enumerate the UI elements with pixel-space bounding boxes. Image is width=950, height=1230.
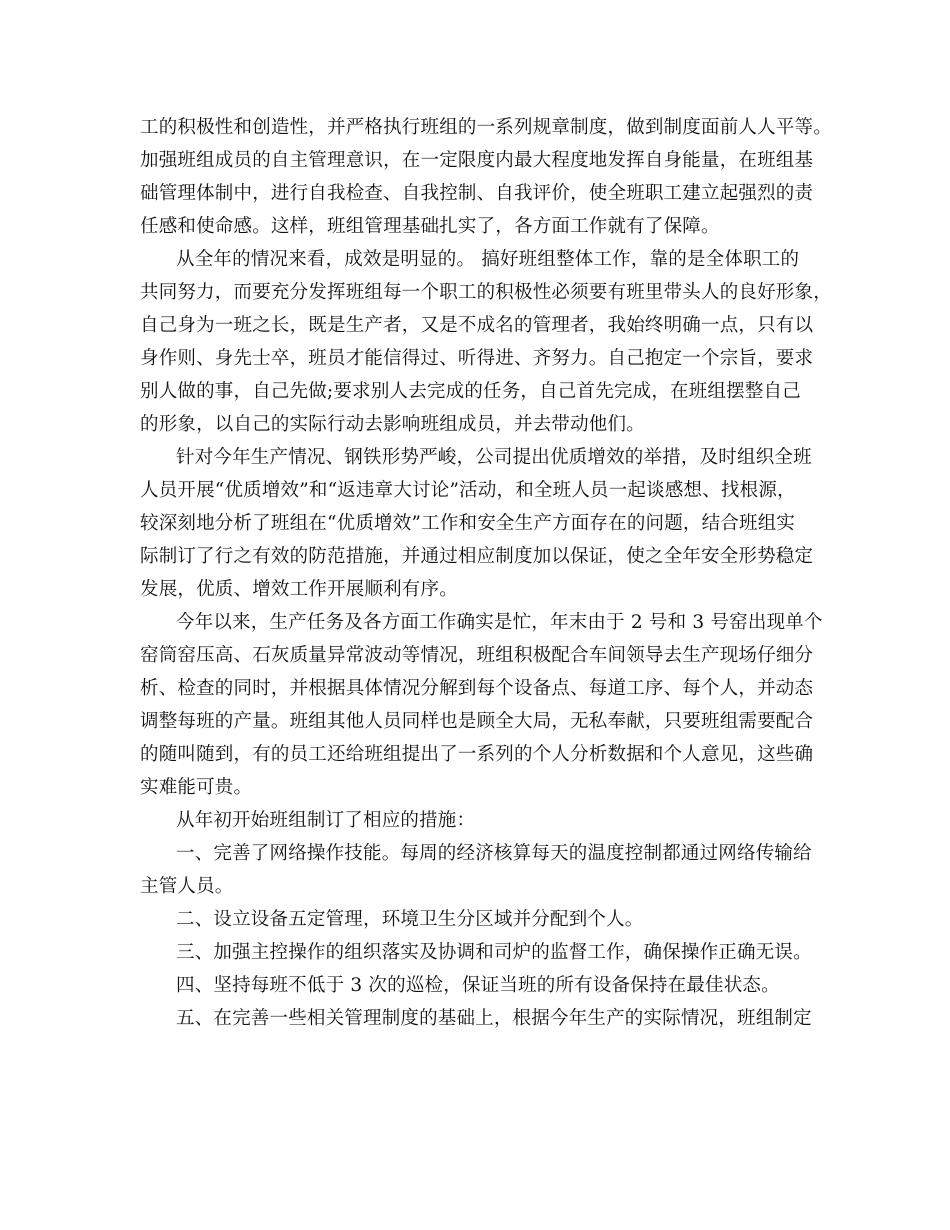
- text-line: 主管人员。: [140, 876, 234, 897]
- text-line: 人员开展“优质增效”和“返违章大讨论”活动，和全班人员一起谈感想、找根源，: [140, 480, 796, 501]
- text-line: 调整每班的产量。班组其他人员同样也是顾全大局，无私奉献，只要班组需要配合: [140, 711, 814, 732]
- text-line: 的随叫随到，有的员工还给班组提出了一系列的个人分析数据和个人意见，这些确: [140, 744, 814, 765]
- text-line: 任感和使命感。这样，班组管理基础扎实了，各方面工作就有了保障。: [140, 216, 720, 237]
- text-line: 加强班组成员的自主管理意识，在一定限度内最大程度地发挥自身能量，在班组基: [140, 150, 814, 171]
- text-line: 较深刻地分析了班组在“优质增效”工作和安全生产方面存在的问题，结合班组实: [140, 513, 796, 534]
- text-line: 从全年的情况来看，成效是明显的。 搞好班组整体工作，靠的是全体职工的: [176, 249, 800, 270]
- text-line: 四、坚持每班不低于 3 次的巡检，保证当班的所有设备保持在最佳状态。: [176, 975, 780, 996]
- document-body: [140, 111, 832, 1035]
- text-line: 身作则、身先士卒，班员才能信得过、听得进、齐努力。自己抱定一个宗旨，要求: [140, 348, 814, 369]
- text-line: 发展，优质、增效工作开展顺利有序。: [140, 579, 458, 600]
- text-line: 二、设立设备五定管理，环境卫生分区域并分配到个人。: [176, 909, 644, 930]
- text-line: 别人做的事，自己先做;要求别人去完成的任务，自己首先完成，在班组摆整自己: [140, 381, 801, 402]
- text-line: 础管理体制中，进行自我检查、自我控制、自我评价，使全班职工建立起强烈的责: [140, 183, 814, 204]
- text-line: 今年以来，生产任务及各方面工作确实是忙，年末由于 2 号和 3 号窑出现单个: [176, 612, 823, 633]
- text-line: 析、检查的同时，并根据具体情况分解到每个设备点、每道工序、每个人，并动态: [140, 678, 814, 699]
- text-line: 工的积极性和创造性，并严格执行班组的一系列规章制度，做到制度面前人人平等。: [140, 117, 832, 138]
- text-line: 从年初开始班组制订了相应的措施：: [176, 810, 476, 831]
- text-line: 五、在完善一些相关管理制度的基础上，根据今年生产的实际情况，班组制定: [176, 1008, 812, 1029]
- text-line: 际制订了行之有效的防范措施，并通过相应制度加以保证，使之全年安全形势稳定: [140, 546, 814, 567]
- text-line: 一、完善了网络操作技能。每周的经济核算每天的温度控制都通过网络传输给: [176, 843, 812, 864]
- text-line: 实难能可贵。: [140, 777, 253, 798]
- text-line: 的形象，以自己的实际行动去影响班组成员，并去带动他们。: [140, 414, 645, 435]
- text-line: 窑筒窑压高、石灰质量异常波动等情况，班组积极配合车间领导去生产现场仔细分: [140, 645, 814, 666]
- text-line: 自己身为一班之长，既是生产者，又是不成名的管理者，我始终明确一点，只有以: [140, 315, 814, 336]
- text-line: 三、加强主控操作的组织落实及协调和司炉的监督工作，确保操作正确无误。: [176, 942, 812, 963]
- text-line: 共同努力，而要充分发挥班组每一个职工的积极性必须要有班里带头人的良好形象，: [140, 282, 832, 303]
- text-line: 针对今年生产情况、钢铁形势严峻，公司提出优质增效的举措，及时组织全班: [176, 447, 812, 468]
